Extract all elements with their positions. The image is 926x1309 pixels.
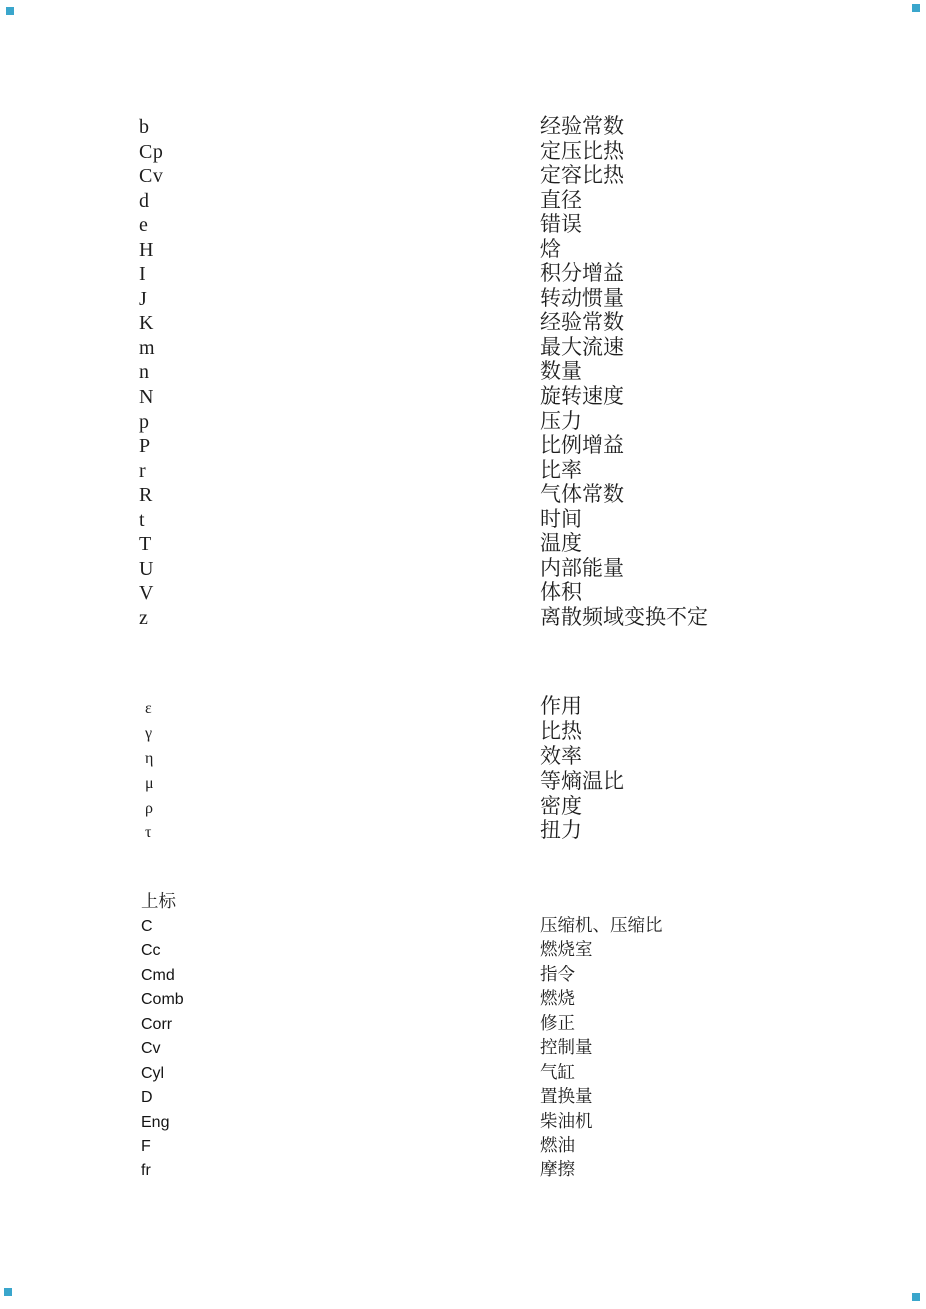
subscript-section <box>141 913 663 1182</box>
symbol-row <box>141 1060 663 1084</box>
symbol-label: N <box>139 386 154 409</box>
definition-label: 摩擦 <box>540 1159 575 1180</box>
symbol-row <box>139 286 708 311</box>
symbol-label: D <box>141 1089 153 1107</box>
definition-label: 体积 <box>540 580 582 605</box>
symbol-row <box>139 139 708 164</box>
symbol-label: η <box>145 749 154 767</box>
symbol-row <box>139 507 708 532</box>
definition-label: 转动惯量 <box>540 285 624 310</box>
symbol-label: J <box>139 287 148 310</box>
corner-mark-top-right <box>912 4 920 12</box>
definition-label: 定压比热 <box>540 138 624 163</box>
definition-label: 时间 <box>540 506 582 531</box>
symbol-label: Eng <box>141 1113 170 1131</box>
definition-label: 定容比热 <box>540 163 624 188</box>
symbol-row <box>141 937 663 961</box>
symbol-label: Cv <box>139 165 164 188</box>
symbol-row <box>141 1035 663 1059</box>
corner-mark-bottom-right <box>912 1293 920 1301</box>
symbol-row <box>139 694 624 719</box>
symbol-label: Cp <box>139 140 164 163</box>
definition-label: 压缩机、压缩比 <box>540 915 663 935</box>
latin-symbols-section <box>139 114 708 629</box>
definition-label: 焓 <box>540 236 561 261</box>
corner-mark-top-left <box>6 7 14 15</box>
symbol-row <box>139 335 708 360</box>
symbol-row <box>139 237 708 262</box>
symbol-label: R <box>139 484 153 507</box>
symbol-label: Comb <box>141 991 184 1009</box>
definition-label: 经验常数 <box>540 114 624 138</box>
symbol-row <box>141 1109 663 1133</box>
symbol-row <box>139 310 708 335</box>
symbol-row <box>139 261 708 286</box>
symbol-row <box>141 1011 663 1035</box>
symbol-label: τ <box>145 824 152 842</box>
symbol-row <box>139 605 708 630</box>
subscript-section-heading: 上标 <box>141 891 176 911</box>
symbol-row <box>141 913 663 937</box>
symbol-row <box>139 433 708 458</box>
definition-label: 压力 <box>540 408 582 433</box>
definition-label: 燃烧室 <box>540 939 593 960</box>
symbol-row <box>139 188 708 213</box>
symbol-row <box>139 384 708 409</box>
symbol-row <box>139 556 708 581</box>
definition-label: 气体常数 <box>540 482 624 507</box>
symbol-label: n <box>139 361 150 384</box>
definition-label: 控制量 <box>540 1037 593 1058</box>
definition-label: 效率 <box>540 743 582 768</box>
symbol-row <box>141 986 663 1010</box>
definition-label: 错误 <box>540 212 582 237</box>
definition-label: 密度 <box>540 793 582 818</box>
symbol-row <box>139 794 624 819</box>
definition-label: 经验常数 <box>540 310 624 335</box>
symbol-label: ε <box>145 700 152 717</box>
definition-label: 旋转速度 <box>540 384 624 409</box>
definition-label: 温度 <box>540 531 582 556</box>
symbol-label: U <box>139 557 154 580</box>
symbol-label: z <box>139 606 149 629</box>
symbol-row <box>139 458 708 483</box>
symbol-label: Corr <box>141 1015 173 1033</box>
symbol-row <box>139 114 708 139</box>
definition-label: 离散频域变换不定 <box>540 604 708 629</box>
symbol-label: γ <box>145 724 153 742</box>
definition-label: 燃油 <box>540 1134 575 1155</box>
symbol-label: t <box>139 508 146 531</box>
symbol-label: m <box>139 336 156 359</box>
definition-label: 置换量 <box>540 1086 593 1107</box>
symbol-label: Cc <box>141 942 161 960</box>
symbol-row <box>139 359 708 384</box>
symbol-label: I <box>139 263 147 286</box>
symbol-row <box>139 719 624 744</box>
symbol-row <box>139 409 708 434</box>
definition-label: 扭力 <box>540 818 582 843</box>
symbol-label: ρ <box>145 799 153 817</box>
definition-label: 积分增益 <box>540 261 624 286</box>
corner-mark-bottom-left <box>4 1288 12 1296</box>
symbol-row <box>141 1157 663 1181</box>
symbol-row <box>139 744 624 769</box>
definition-label: 比例增益 <box>540 433 624 458</box>
symbol-label: Cv <box>141 1040 161 1058</box>
symbol-label: F <box>141 1137 151 1155</box>
definition-label: 指令 <box>540 963 575 984</box>
symbol-label: K <box>139 312 154 335</box>
symbol-label: p <box>139 410 150 433</box>
symbol-row <box>139 818 624 843</box>
symbol-row <box>141 1084 663 1108</box>
symbol-label: e <box>139 214 149 237</box>
definition-label: 修正 <box>540 1012 575 1033</box>
definition-label: 燃烧 <box>540 988 575 1009</box>
symbol-label: b <box>139 116 150 138</box>
symbol-label: Cyl <box>141 1064 165 1082</box>
definition-label: 直径 <box>540 187 582 212</box>
definition-label: 最大流速 <box>540 334 624 359</box>
symbol-row <box>139 482 708 507</box>
symbol-label: r <box>139 459 147 482</box>
symbol-label: T <box>139 533 152 556</box>
definition-label: 比热 <box>540 718 582 743</box>
definition-label: 等熵温比 <box>540 768 624 793</box>
symbol-row <box>139 769 624 794</box>
symbol-label: C <box>141 918 153 935</box>
symbol-row <box>141 1133 663 1157</box>
definition-label: 柴油机 <box>540 1110 593 1131</box>
symbol-row <box>139 531 708 556</box>
symbol-row <box>141 962 663 986</box>
greek-symbols-section <box>139 694 624 843</box>
definition-label: 比率 <box>540 457 582 482</box>
symbol-row <box>139 580 708 605</box>
symbol-label: P <box>139 435 151 458</box>
symbol-label: d <box>139 189 150 212</box>
symbol-row <box>139 163 708 188</box>
symbol-label: μ <box>145 774 154 792</box>
symbol-row <box>139 212 708 237</box>
symbol-label: fr <box>141 1162 151 1180</box>
definition-label: 内部能量 <box>540 555 624 580</box>
symbol-label: H <box>139 238 154 261</box>
symbol-label: Cmd <box>141 966 175 984</box>
definition-label: 气缸 <box>540 1061 575 1082</box>
symbol-label: V <box>139 582 154 605</box>
definition-label: 数量 <box>540 359 582 384</box>
definition-label: 作用 <box>540 694 582 718</box>
